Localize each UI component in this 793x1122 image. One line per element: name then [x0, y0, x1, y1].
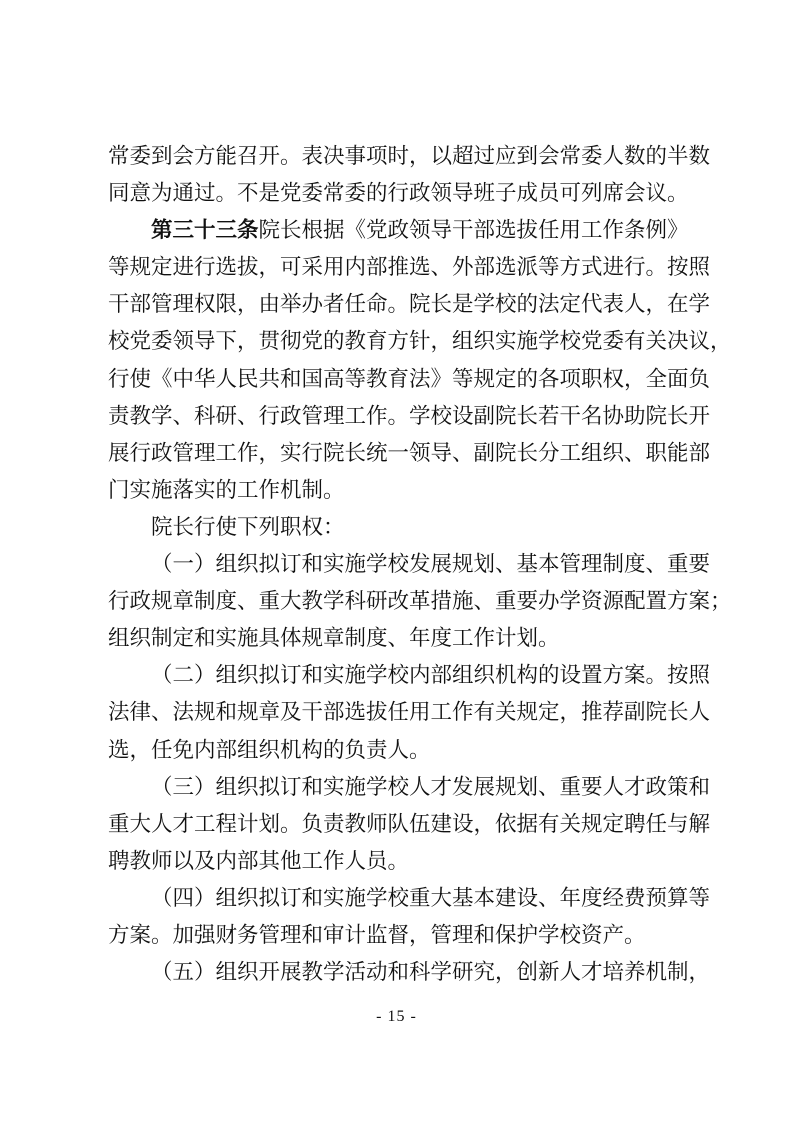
- list-item-line: （二）组织拟订和实施学校内部组织机构的设置方案。按照: [151, 663, 711, 689]
- text-line: 组织制定和实施具体规章制度、年度工作计划。: [108, 626, 560, 652]
- text-line: 院长行使下列职权：: [151, 514, 345, 540]
- page-number: - 15 -: [376, 1008, 417, 1025]
- text-line: 方案。加强财务管理和审计监督，管理和保护学校资产。: [108, 922, 646, 948]
- text-line: 法律、法规和规章及干部选拔任用工作有关规定，推荐副院长人: [108, 700, 711, 726]
- article-heading: 第三十三条: [151, 218, 259, 244]
- text-line: 选，任免内部组织机构的负责人。: [108, 737, 431, 763]
- text-line: 重大人才工程计划。负责教师队伍建设，依据有关规定聘任与解: [108, 811, 711, 837]
- text-line: 门实施落实的工作机制。: [108, 477, 345, 503]
- list-item-line: （三）组织拟订和实施学校人才发展规划、重要人才政策和: [151, 774, 711, 800]
- list-item-line: （五）组织开展教学活动和科学研究，创新人才培养机制，: [151, 960, 711, 986]
- list-item-line: （一）组织拟订和实施学校发展规划、基本管理制度、重要: [151, 552, 711, 578]
- text-line: 校党委领导下，贯彻党的教育方针，组织实施学校党委有关决议，: [108, 329, 732, 355]
- text-line: 等规定进行选拔，可采用内部推选、外部选派等方式进行。按照: [108, 255, 711, 281]
- text-line: 干部管理权限，由举办者任命。院长是学校的法定代表人，在学: [108, 292, 711, 318]
- text-line: 行政规章制度、重大教学科研改革措施、重要办学资源配置方案；: [108, 589, 732, 615]
- text-line: 行使《中华人民共和国高等教育法》等规定的各项职权，全面负: [108, 366, 711, 392]
- list-item-line: （四）组织拟订和实施学校重大基本建设、年度经费预算等: [151, 885, 711, 911]
- text-line: 责教学、科研、行政管理工作。学校设副院长若干名协助院长开: [108, 403, 711, 429]
- article-first-line: [108, 212, 689, 249]
- text-line: 同意为通过。不是党委常委的行政领导班子成员可列席会议。: [108, 181, 689, 207]
- article-text: 院长根据《党政领导干部选拔任用工作条例》: [258, 218, 689, 244]
- document-body: [108, 138, 732, 991]
- text-line: 展行政管理工作，实行院长统一领导、副院长分工组织、职能部: [108, 440, 711, 466]
- text-line: 常委到会方能召开。表决事项时，以超过应到会常委人数的半数: [108, 144, 711, 169]
- text-line: 聘教师以及内部其他工作人员。: [108, 848, 410, 874]
